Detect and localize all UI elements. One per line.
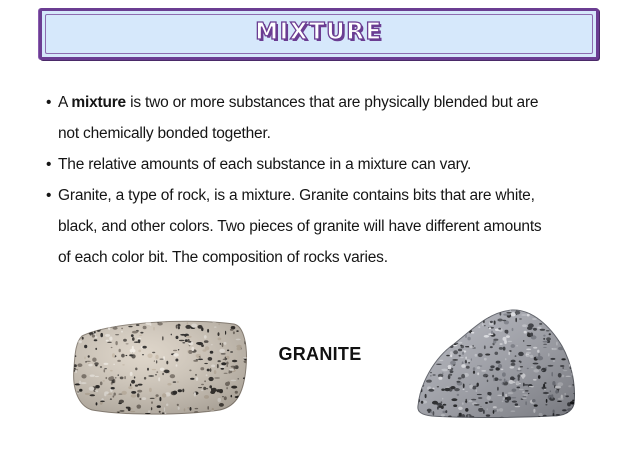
bullet-text-line: of each color bit. The composition of rocks varies. <box>58 249 388 266</box>
keyword-mixture: mixture <box>71 94 126 111</box>
bullet-item-definition <box>46 87 606 149</box>
bullet-list <box>46 87 606 273</box>
bullet-item-granite <box>46 180 606 273</box>
bullet-dot: • <box>46 94 52 111</box>
bullet-item-amounts <box>46 149 606 180</box>
granite-rock-grey-image <box>414 306 576 418</box>
granite-caption: GRANITE <box>278 344 362 364</box>
bullet-text-line: The relative amounts of each substance in a mixture can vary. <box>58 156 472 173</box>
bullet-text-line: Granite, a type of rock, is a mixture. Granite contains bits that are white, <box>58 187 535 204</box>
bullet-text-line: is two or more substances that are physically blended but are <box>125 94 539 111</box>
bullet-text-line: black, and other colors. Two pieces of granite will have different amounts <box>58 218 542 235</box>
slide-title: MIXTURE <box>255 19 383 45</box>
granite-rock-pale-image <box>70 316 248 416</box>
bullet-dot: • <box>46 156 52 173</box>
bullet-dot: • <box>46 187 52 204</box>
bullet-text-line: not chemically bonded together. <box>58 125 271 142</box>
bullet-text-prefix: A <box>58 94 72 111</box>
title-banner <box>39 8 599 60</box>
